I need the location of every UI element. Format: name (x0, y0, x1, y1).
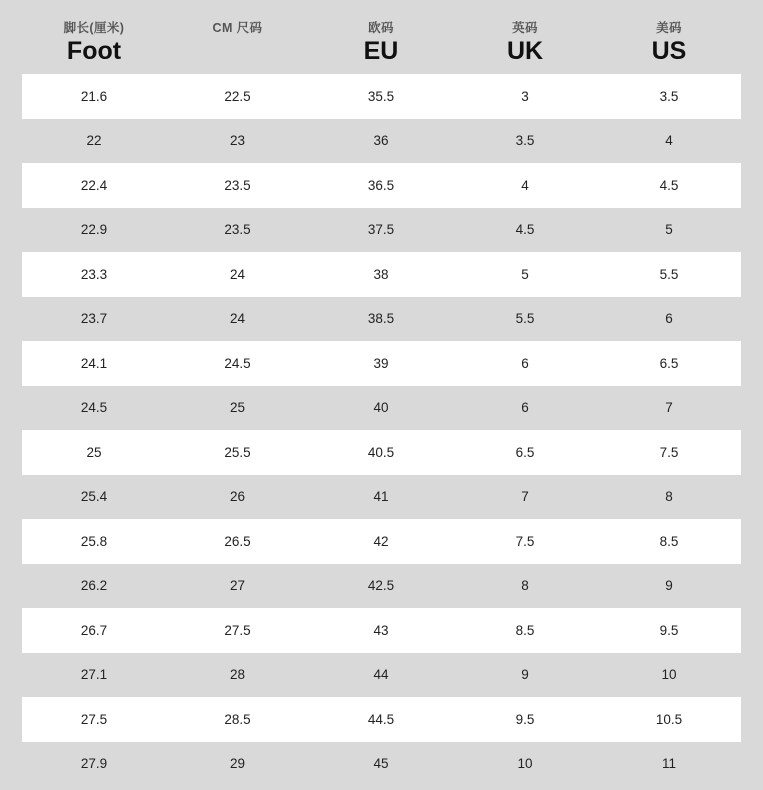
table-cell: 9 (597, 564, 741, 609)
table-cell: 4.5 (597, 163, 741, 208)
table-cell: 25.8 (22, 519, 166, 564)
table-cell: 10 (597, 653, 741, 698)
table-cell: 35.5 (309, 74, 453, 119)
table-cell: 6 (453, 341, 597, 386)
table-row (22, 475, 741, 520)
table-cell: 25 (166, 386, 309, 431)
column-header-1 (166, 0, 309, 74)
table-cell: 23.5 (166, 163, 309, 208)
column-header-0 (22, 0, 166, 74)
table-cell: 4.5 (453, 208, 597, 253)
table-row (22, 653, 741, 698)
table-header (22, 0, 741, 74)
table-cell: 7 (597, 386, 741, 431)
table-cell: 36.5 (309, 163, 453, 208)
table-cell: 42.5 (309, 564, 453, 609)
table-cell: 9.5 (597, 608, 741, 653)
table-cell: 27.9 (22, 742, 166, 787)
table-cell: 10.5 (597, 697, 741, 742)
table-cell: 5 (597, 208, 741, 253)
table-cell: 24.5 (22, 386, 166, 431)
table-row (22, 430, 741, 475)
column-header-cn: 脚长(厘米) (63, 21, 125, 35)
table-cell: 27 (166, 564, 309, 609)
table-cell: 25 (22, 430, 166, 475)
table-cell: 3 (453, 74, 597, 119)
table-cell: 23.5 (166, 208, 309, 253)
table-row (22, 74, 741, 119)
table-cell: 22.9 (22, 208, 166, 253)
table-cell: 24 (166, 297, 309, 342)
table-row (22, 386, 741, 431)
column-header-inner (22, 0, 166, 74)
table-cell: 29 (166, 742, 309, 787)
table-cell: 3.5 (453, 119, 597, 164)
table-cell: 22.5 (166, 74, 309, 119)
table-cell: 27.5 (166, 608, 309, 653)
column-header-inner (309, 0, 453, 74)
table-cell: 8.5 (453, 608, 597, 653)
table-cell: 25.4 (22, 475, 166, 520)
table-row (22, 341, 741, 386)
table-cell: 8 (597, 475, 741, 520)
table-cell: 23.7 (22, 297, 166, 342)
table-cell: 5 (453, 252, 597, 297)
table-cell: 25.5 (166, 430, 309, 475)
table-cell: 27.5 (22, 697, 166, 742)
column-header-en: UK (506, 37, 544, 65)
table-cell: 26 (166, 475, 309, 520)
column-header-cn: 英码 (512, 21, 538, 35)
table-cell: 22.4 (22, 163, 166, 208)
table-cell: 26.2 (22, 564, 166, 609)
column-header-en: Foot (66, 37, 122, 65)
table-row (22, 208, 741, 253)
table-cell: 38 (309, 252, 453, 297)
column-header-cn: CM 尺码 (212, 21, 263, 35)
table-cell: 5.5 (453, 297, 597, 342)
table-cell: 42 (309, 519, 453, 564)
table-cell: 44.5 (309, 697, 453, 742)
column-header-en: EU (363, 37, 399, 65)
table-cell: 21.6 (22, 74, 166, 119)
table-cell: 8.5 (597, 519, 741, 564)
table-cell: 4 (453, 163, 597, 208)
table-cell: 24.1 (22, 341, 166, 386)
table-cell: 11 (597, 742, 741, 787)
table-cell: 6.5 (597, 341, 741, 386)
table-cell: 45 (309, 742, 453, 787)
table-cell: 9.5 (453, 697, 597, 742)
table-row (22, 163, 741, 208)
table-cell: 36 (309, 119, 453, 164)
table-cell: 27.1 (22, 653, 166, 698)
table-cell: 40 (309, 386, 453, 431)
table-cell: 28.5 (166, 697, 309, 742)
table-row (22, 297, 741, 342)
table-cell: 28 (166, 653, 309, 698)
table-cell: 26.5 (166, 519, 309, 564)
table-cell: 6.5 (453, 430, 597, 475)
column-header-cn: 美码 (656, 21, 682, 35)
column-header-inner (453, 0, 597, 74)
table-cell: 23 (166, 119, 309, 164)
table-cell: 7 (453, 475, 597, 520)
table-header-row (22, 0, 741, 74)
table-cell: 23.3 (22, 252, 166, 297)
table-cell: 6 (453, 386, 597, 431)
table-cell: 3.5 (597, 74, 741, 119)
table-cell: 7.5 (453, 519, 597, 564)
table-row (22, 119, 741, 164)
column-header-4 (597, 0, 741, 74)
table-cell: 4 (597, 119, 741, 164)
table-body (22, 74, 741, 786)
table-cell: 38.5 (309, 297, 453, 342)
table-row (22, 697, 741, 742)
column-header-inner (166, 0, 309, 74)
table-cell: 10 (453, 742, 597, 787)
table-cell: 44 (309, 653, 453, 698)
column-header-3 (453, 0, 597, 74)
table-cell: 22 (22, 119, 166, 164)
column-header-2 (309, 0, 453, 74)
table-row (22, 564, 741, 609)
table-cell: 6 (597, 297, 741, 342)
table-cell: 39 (309, 341, 453, 386)
table-cell: 37.5 (309, 208, 453, 253)
table-cell: 24.5 (166, 341, 309, 386)
table-cell: 7.5 (597, 430, 741, 475)
table-cell: 8 (453, 564, 597, 609)
table-cell: 40.5 (309, 430, 453, 475)
table-row (22, 519, 741, 564)
table-row (22, 252, 741, 297)
table-cell: 5.5 (597, 252, 741, 297)
table-cell: 41 (309, 475, 453, 520)
table-row (22, 742, 741, 787)
table-cell: 24 (166, 252, 309, 297)
column-header-en: US (651, 37, 687, 65)
table-cell: 9 (453, 653, 597, 698)
table-cell: 43 (309, 608, 453, 653)
column-header-inner (597, 0, 741, 74)
table-row (22, 608, 741, 653)
shoe-size-table (22, 0, 741, 786)
column-header-cn: 欧码 (368, 21, 394, 35)
table-cell: 26.7 (22, 608, 166, 653)
